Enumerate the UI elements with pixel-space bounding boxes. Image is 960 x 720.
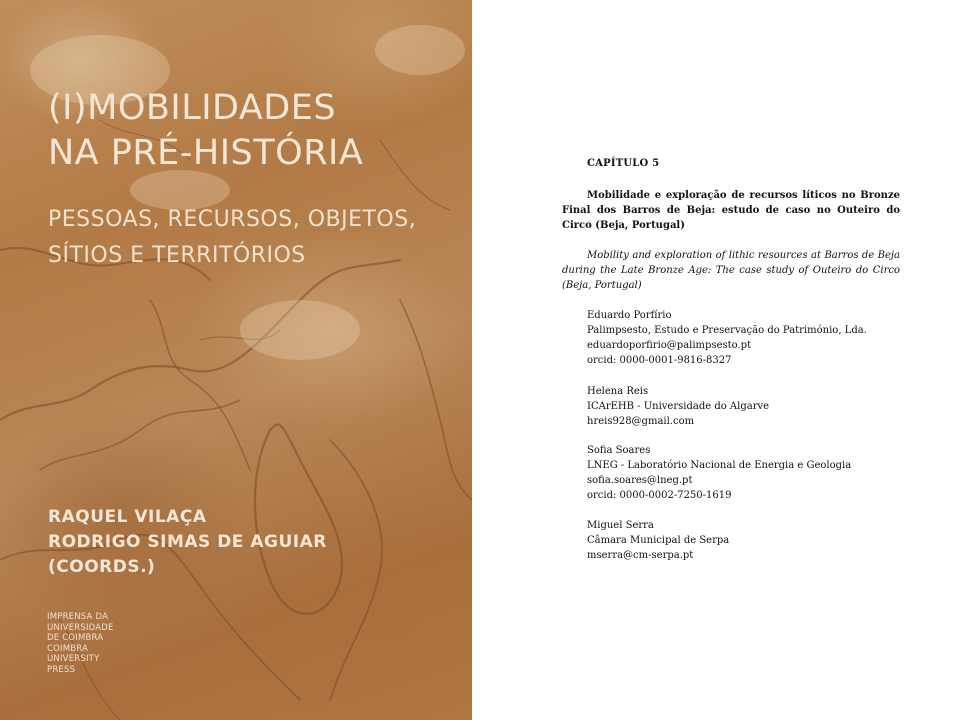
author-name: Eduardo Porfírio: [587, 310, 672, 321]
chapter-title-portuguese: Mobilidade e exploração de recursos líticos no Bronze Final dos Barros de Beja: estudo de caso no Outeiro do Circo (Beja, Portugal): [562, 190, 900, 231]
publisher-line: IMPRENSA DA: [47, 612, 109, 622]
book-cover: [0, 0, 472, 720]
author-block: [587, 384, 907, 429]
author-block: [587, 443, 907, 503]
cover-title-line: (I)MOBILIDADES: [48, 88, 337, 128]
author-name: Miguel Serra: [587, 520, 654, 531]
author-affiliation: LNEG - Laboratório Nacional de Energia e Geologia: [587, 460, 852, 471]
author-orcid: orcid: 0000-0002-7250-1619: [587, 490, 732, 501]
author-email: sofia.soares@lneg.pt: [587, 475, 693, 486]
author-block: [587, 518, 907, 563]
publisher-logo: [47, 612, 114, 675]
publisher-line: PRESS: [47, 664, 76, 675]
publisher-line: UNIVERSITY: [47, 654, 100, 664]
publisher-line: COIMBRA: [47, 643, 89, 654]
editors-role: (COORDS.): [48, 557, 156, 577]
editor-name: RAQUEL VILAÇA: [48, 507, 207, 527]
chapter-title-english: Mobility and exploration of lithic resources at Barros de Beja during the Late Bronze Age: The case study of Outeiro do Circo (Beja, Portugal): [562, 250, 900, 291]
cover-subtitle: [48, 202, 416, 274]
cover-title-line: NA PRÉ-HISTÓRIA: [48, 133, 364, 173]
chapter-label: CAPÍTULO 5: [587, 158, 660, 169]
author-email: eduardoporfirio@palimpsesto.pt: [587, 340, 752, 351]
author-orcid: orcid: 0000-0001-9816-8327: [587, 355, 732, 366]
cover-editors: [48, 505, 327, 580]
author-name: Helena Reis: [587, 386, 649, 397]
cover-subtitle-line: SÍTIOS E TERRITÓRIOS: [48, 243, 306, 268]
author-affiliation: Palimpsesto, Estudo e Preservação do Património, Lda.: [587, 325, 867, 336]
author-name: Sofia Soares: [587, 445, 651, 456]
author-block: [587, 308, 907, 368]
chapter-page: [472, 0, 960, 720]
cover-title: [48, 86, 363, 176]
author-affiliation: ICArEHB - Universidade do Algarve: [587, 401, 770, 412]
editor-name: RODRIGO SIMAS DE AGUIAR: [48, 532, 327, 552]
author-email: mserra@cm-serpa.pt: [587, 550, 694, 561]
author-email: hreis928@gmail.com: [587, 416, 695, 427]
publisher-line: DE COIMBRA: [47, 633, 104, 643]
author-affiliation: Câmara Municipal de Serpa: [587, 535, 730, 546]
publisher-line: UNIVERSIDADE: [47, 622, 114, 633]
cover-subtitle-line: PESSOAS, RECURSOS, OBJETOS,: [48, 207, 417, 232]
